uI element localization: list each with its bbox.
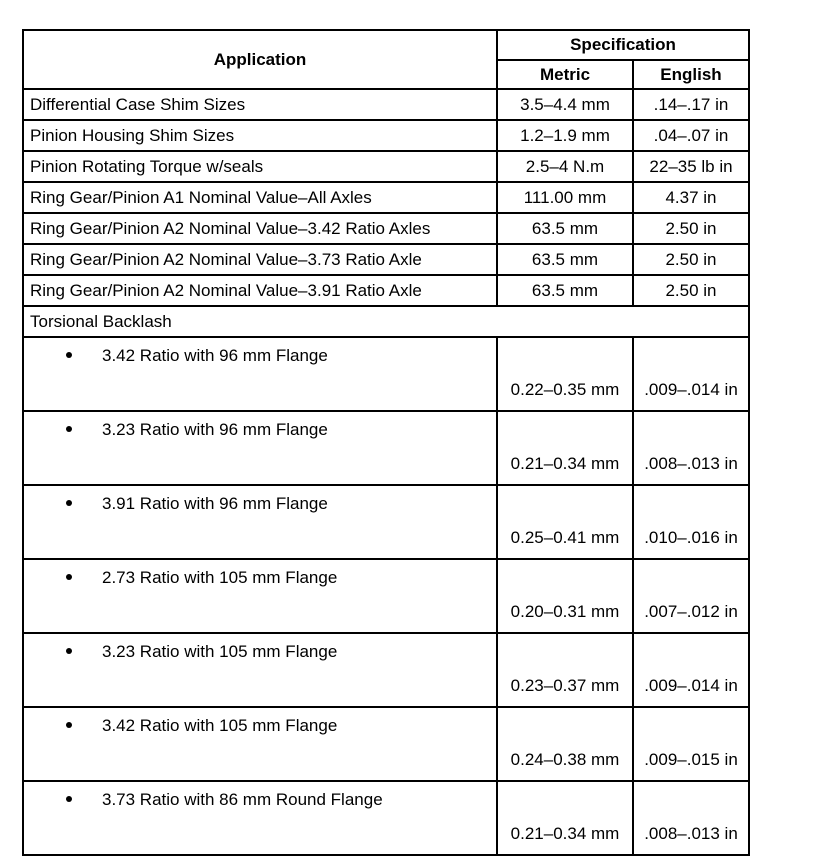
specification-header: Specification: [497, 30, 749, 60]
table-row: [23, 120, 749, 151]
application-cell: Pinion Housing Shim Sizes: [23, 120, 497, 151]
english-header: English: [633, 60, 749, 89]
table-row: [23, 182, 749, 213]
metric-cell: 1.2–1.9 mm: [497, 120, 633, 151]
metric-header: Metric: [497, 60, 633, 89]
table-row: [23, 151, 749, 182]
metric-cell: 0.24–0.38 mm: [497, 707, 633, 781]
bullet-label: 3.42 Ratio with 96 mm Flange: [102, 346, 328, 365]
specification-table: [22, 29, 750, 856]
english-cell: .14–.17 in: [633, 89, 749, 120]
english-cell: 4.37 in: [633, 182, 749, 213]
bullet-icon: [66, 722, 72, 728]
english-cell: .008–.013 in: [633, 411, 749, 485]
metric-cell: 0.25–0.41 mm: [497, 485, 633, 559]
english-cell: 22–35 lb in: [633, 151, 749, 182]
metric-cell: 63.5 mm: [497, 213, 633, 244]
english-cell: .009–.015 in: [633, 707, 749, 781]
table-row: [23, 707, 749, 781]
metric-cell: 63.5 mm: [497, 244, 633, 275]
english-cell: .009–.014 in: [633, 633, 749, 707]
english-cell: .010–.016 in: [633, 485, 749, 559]
application-cell: [23, 485, 497, 559]
metric-cell: 0.23–0.37 mm: [497, 633, 633, 707]
bullet-label: 3.73 Ratio with 86 mm Round Flange: [102, 790, 383, 809]
header-row-group: [23, 30, 749, 60]
application-header: Application: [23, 30, 497, 89]
bullet-label: 3.23 Ratio with 96 mm Flange: [102, 420, 328, 439]
metric-cell: 0.22–0.35 mm: [497, 337, 633, 411]
table-row: [23, 244, 749, 275]
metric-cell: 3.5–4.4 mm: [497, 89, 633, 120]
bullet-label: 3.42 Ratio with 105 mm Flange: [102, 716, 338, 735]
english-cell: .009–.014 in: [633, 337, 749, 411]
english-cell: .04–.07 in: [633, 120, 749, 151]
english-cell: .007–.012 in: [633, 559, 749, 633]
application-cell: Ring Gear/Pinion A1 Nominal Value–All Axles: [23, 182, 497, 213]
application-cell: Ring Gear/Pinion A2 Nominal Value–3.91 Ratio Axle: [23, 275, 497, 306]
english-cell: .008–.013 in: [633, 781, 749, 855]
metric-cell: 0.21–0.34 mm: [497, 411, 633, 485]
table-row: [23, 485, 749, 559]
english-cell: 2.50 in: [633, 244, 749, 275]
table-row: [23, 89, 749, 120]
table-row: [23, 337, 749, 411]
table-row: [23, 213, 749, 244]
application-cell: [23, 337, 497, 411]
bullet-icon: [66, 426, 72, 432]
table-row: [23, 781, 749, 855]
english-cell: 2.50 in: [633, 213, 749, 244]
metric-cell: 0.20–0.31 mm: [497, 559, 633, 633]
metric-cell: 0.21–0.34 mm: [497, 781, 633, 855]
application-cell: Ring Gear/Pinion A2 Nominal Value–3.73 Ratio Axle: [23, 244, 497, 275]
table-row: [23, 559, 749, 633]
application-cell: [23, 707, 497, 781]
application-cell: [23, 633, 497, 707]
application-cell: [23, 781, 497, 855]
bullet-icon: [66, 574, 72, 580]
table-row: [23, 411, 749, 485]
metric-cell: 111.00 mm: [497, 182, 633, 213]
section-title: Torsional Backlash: [23, 306, 749, 337]
table-row: [23, 275, 749, 306]
application-cell: [23, 411, 497, 485]
application-cell: Ring Gear/Pinion A2 Nominal Value–3.42 Ratio Axles: [23, 213, 497, 244]
application-cell: [23, 559, 497, 633]
application-cell: Differential Case Shim Sizes: [23, 89, 497, 120]
bullet-icon: [66, 648, 72, 654]
bullet-icon: [66, 500, 72, 506]
table-row: [23, 633, 749, 707]
bullet-label: 3.23 Ratio with 105 mm Flange: [102, 642, 338, 661]
metric-cell: 63.5 mm: [497, 275, 633, 306]
bullet-icon: [66, 796, 72, 802]
section-row: [23, 306, 749, 337]
bullet-label: 2.73 Ratio with 105 mm Flange: [102, 568, 338, 587]
bullet-icon: [66, 352, 72, 358]
application-cell: Pinion Rotating Torque w/seals: [23, 151, 497, 182]
metric-cell: 2.5–4 N.m: [497, 151, 633, 182]
english-cell: 2.50 in: [633, 275, 749, 306]
bullet-label: 3.91 Ratio with 96 mm Flange: [102, 494, 328, 513]
